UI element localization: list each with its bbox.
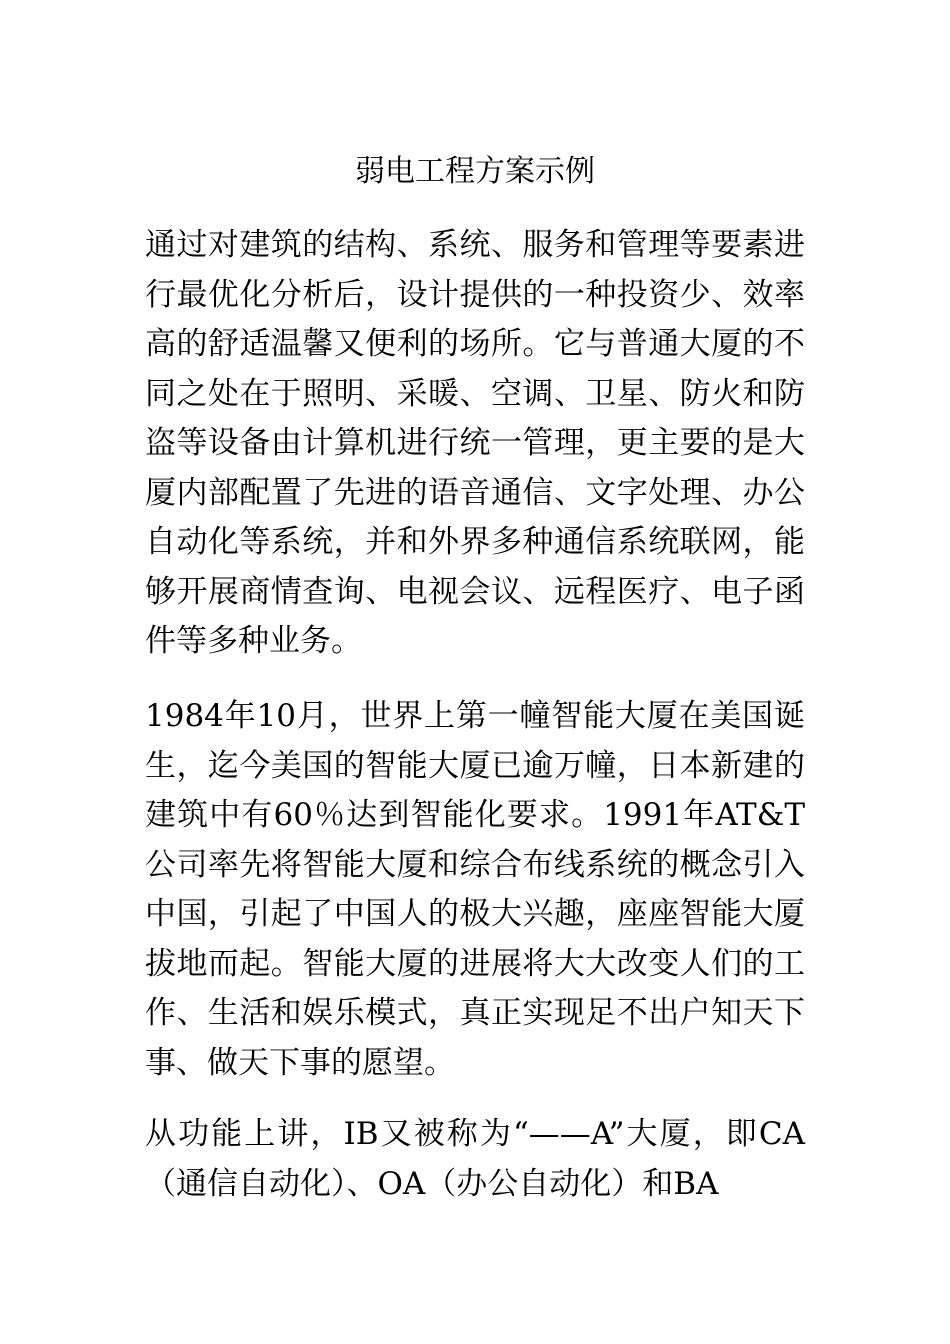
paragraph-intro: 通过对建筑的结构、系统、服务和管理等要素进行最优化分析后，设计提供的一种投资少、效率高的舒适温馨又便利的场所。它与普通大厦的不同之处在于照明、采暖、空调、卫星、防火和防盗等设备由计算机进行统一管理，更主要的是大厦内部配置了先进的语音通信、文字处理、办公自动化等系统，并和外界多种通信系统联网，能够开展商情查询、电视会议、远程医疗、电子函件等多种业务。 (145, 227, 805, 659)
paragraph-function: 从功能上讲，IB又被称为“——A”大厦，即CA（通信自动化）、OA（办公自动化）和BA (145, 1116, 805, 1202)
document-title: 弱电工程方案示例 (355, 154, 595, 189)
paragraph-history: 1984年10月，世界上第一幢智能大厦在美国诞生，迄今美国的智能大厦已逾万幢，日本新建的建筑中有60％达到智能化要求。1991年AT&T公司率先将智能大厦和综合布线系统的概念引入中国，引起了中国人的极大兴趣，座座智能大厦拔地而起。智能大厦的进展将大大改变人们的工作、生活和娱乐模式，真正实现足不出户知天下事、做天下事的愿望。 (145, 698, 805, 1081)
